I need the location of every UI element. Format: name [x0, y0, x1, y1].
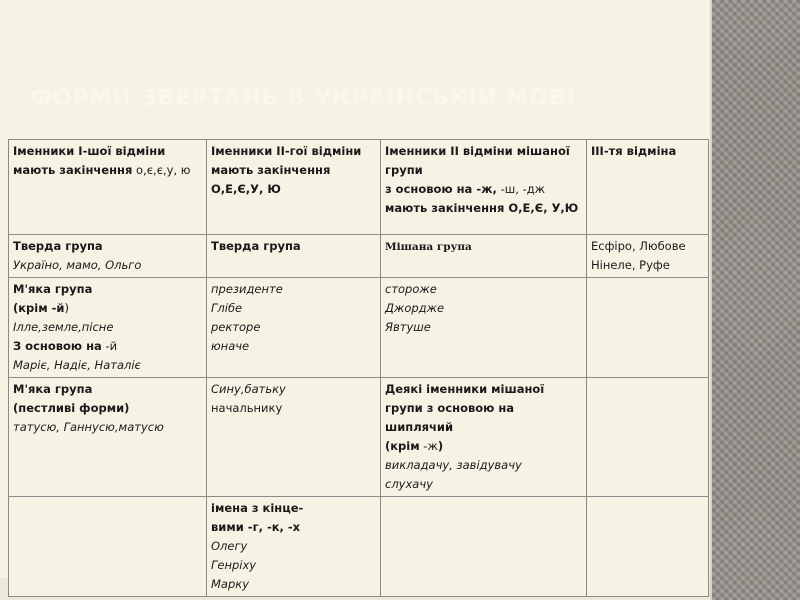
cell-r4-c4 [587, 497, 709, 597]
slide-title: ФОРМИ ЗВЕРТАНЬ В УКРАЇНСЬКІЙ МОВІ [30, 86, 576, 111]
diminutive-heading: М'яка група [13, 382, 93, 396]
third-declension-examples: Есфіро, Любове Нінеле, Руфе [591, 239, 686, 272]
list-item: президенте [211, 282, 283, 296]
cell-r1-c1 [9, 235, 207, 278]
cell-r1-c4 [587, 235, 709, 278]
vocative-examples-2: начальнику [211, 401, 283, 415]
sibilant-examples-2: слухачу [385, 477, 433, 491]
j-stem-heading-a: З основою на [13, 339, 102, 353]
list-item: Олегу [211, 539, 248, 553]
declension-table [8, 139, 709, 597]
sibilant-heading: Деякі іменники мішаної групи з основою на шиплячий [385, 382, 545, 434]
sibilant-except-a: (крім [385, 439, 420, 453]
header-mixed-line2b: -ш, -дж [500, 182, 546, 196]
list-item: Генріху [211, 558, 257, 572]
cell-r2-c1 [9, 278, 207, 378]
list-item: Марку [211, 577, 250, 591]
j-stem-heading-b: -й [105, 339, 118, 353]
cell-r4-c2 [207, 497, 381, 597]
diminutive-examples: татусю, Ганнусю,матусю [13, 420, 164, 434]
side-pattern-strip [712, 0, 800, 600]
table-row-soft-group [9, 278, 709, 378]
names-heading-a: імена з кінце- [211, 501, 304, 515]
header-cell-first-declension [9, 140, 207, 235]
list-item: стороже [385, 282, 437, 296]
hard-group-heading-2: Тверда група [211, 239, 301, 253]
soft-group-heading: М'яка група [13, 282, 93, 296]
cell-r2-c2 [207, 278, 381, 378]
header-cell-second-declension [207, 140, 381, 235]
header-third-text: ІІІ-тя відміна [591, 144, 677, 158]
hard-group-examples: Україно, мамо, Ольго [13, 258, 142, 272]
cell-r4-c3 [381, 497, 587, 597]
mixed-group-heading: Мішана група [385, 241, 472, 253]
sibilant-except-b: -ж [423, 439, 438, 453]
cell-r3-c3 [381, 378, 587, 497]
cell-r3-c2 [207, 378, 381, 497]
cell-r3-c4 [587, 378, 709, 497]
soft-group-except-b: ) [64, 301, 69, 315]
header-cell-mixed-group [381, 140, 587, 235]
list-item: Глібе [211, 301, 243, 315]
list-item: юначе [211, 339, 250, 353]
cell-r2-c3 [381, 278, 587, 378]
list-item: ректоре [211, 320, 261, 334]
diminutive-sub: (пестливі форми) [13, 401, 130, 415]
names-heading-b: вими -г, -к, -х [211, 520, 301, 534]
table-row-diminutive [9, 378, 709, 497]
list-item: Явтуше [385, 320, 431, 334]
table-row-hard-group [9, 235, 709, 278]
hard-group-heading: Тверда група [13, 239, 103, 253]
sibilant-examples: викладачу, завідувачу [385, 458, 522, 472]
cell-r1-c2 [207, 235, 381, 278]
j-stem-examples: Маріє, Надіє, Наталіє [13, 358, 141, 372]
cell-r1-c3 [381, 235, 587, 278]
header-first-suffix: о,є,є,у, ю [136, 163, 191, 177]
table-row-names [9, 497, 709, 597]
header-second-text: Іменники ІІ-гої відміни мають закінчення О,Е,Є,У, Ю [211, 144, 362, 196]
header-mixed-line2a: з основою на -ж, [385, 182, 497, 196]
cell-r4-c1 [9, 497, 207, 597]
list-item: Джордже [385, 301, 445, 315]
cell-r3-c1 [9, 378, 207, 497]
header-first-text: Іменники І-шої відміни мають закінчення [13, 144, 166, 177]
vocative-examples: Сину,батьку [211, 382, 286, 396]
header-cell-third-declension [587, 140, 709, 235]
soft-group-except-a: (крім -й [13, 301, 65, 315]
header-mixed-line3: мають закінчення О,Е,Є, У,Ю [385, 201, 579, 215]
soft-group-examples: Ілле,земле,пісне [13, 320, 114, 334]
table-header-row [9, 140, 709, 235]
sibilant-except-c: ) [437, 439, 444, 453]
header-mixed-line1: Іменники ІІ відміни мішаної групи [385, 144, 570, 177]
cell-r2-c4 [587, 278, 709, 378]
